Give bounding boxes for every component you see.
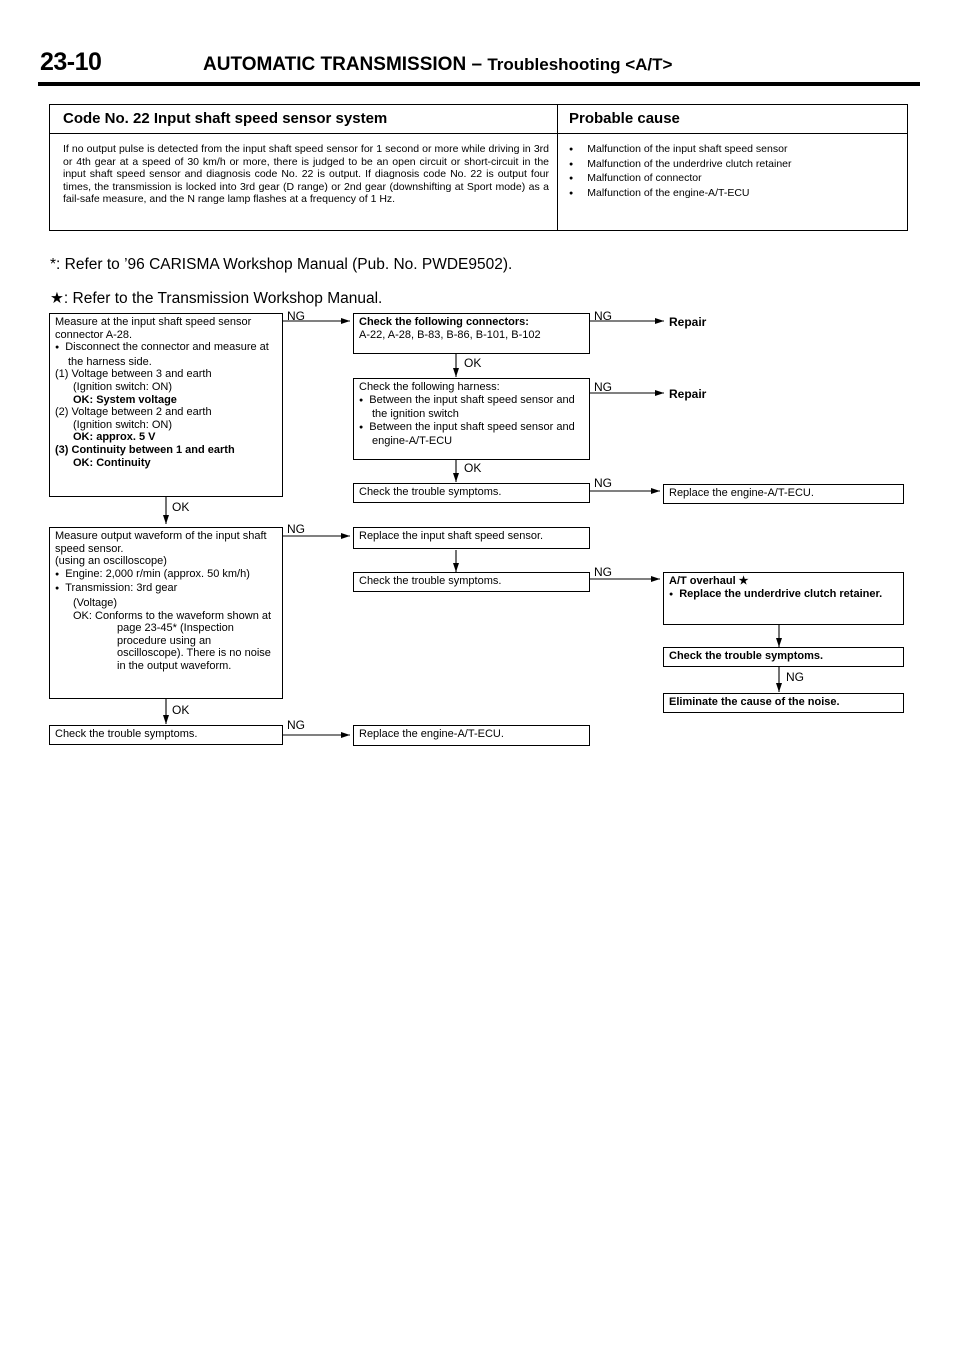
step-measure-connector <box>49 313 283 497</box>
cause-item: ● Malfunction of the underdrive clutch retainer <box>569 158 899 173</box>
step-bullet: ● Transmission: 3rd gear <box>55 582 277 597</box>
title-dash: – <box>471 54 483 75</box>
step-text: Replace the engine-A/T-ECU. <box>359 728 504 740</box>
label-ng: NG <box>287 522 305 536</box>
label-ng: NG <box>594 565 612 579</box>
label-ok: OK <box>172 703 190 717</box>
step-at-overhaul <box>663 572 904 625</box>
label-ng: NG <box>786 670 804 684</box>
label-ok: OK <box>172 500 190 514</box>
step-check-symptoms <box>49 725 283 745</box>
step-bullet: ● Between the input shaft speed sensor and the ignition switch <box>359 394 584 421</box>
label-ng: NG <box>287 309 305 323</box>
step-measure-waveform <box>49 527 283 699</box>
step-text: Check the trouble symptoms. <box>55 728 198 740</box>
step-title: A/T overhaul ★ <box>669 575 749 587</box>
label-ng: NG <box>594 309 612 323</box>
step-note: (using an oscilloscope) <box>55 555 167 568</box>
check-item: (3) Continuity between 1 and earth <box>55 443 235 456</box>
step-text: Check the trouble symptoms. <box>359 575 502 587</box>
check-condition: (Ignition switch: ON) <box>73 418 173 431</box>
label-ng: NG <box>594 476 612 490</box>
label-ng: NG <box>594 380 612 394</box>
step-text: Replace the input shaft speed sensor. <box>359 530 544 542</box>
step-title: Measure output waveform of the input shaft speed sensor. <box>55 530 267 555</box>
step-text: Check the trouble symptoms. <box>359 486 502 498</box>
cause-item: ● Malfunction of connector <box>569 172 899 187</box>
step-title: Check the following harness: <box>359 381 500 393</box>
step-replace-ecu <box>353 725 590 746</box>
page-number: 23-10 <box>40 48 102 76</box>
step-replace-sensor <box>353 527 590 549</box>
step-note: (Voltage) <box>73 596 118 609</box>
title-main: AUTOMATIC TRANSMISSION <box>203 54 467 75</box>
label-repair: Repair <box>669 387 707 401</box>
check-item: (2) Voltage between 2 and earth <box>55 406 212 419</box>
check-condition: (Ignition switch: ON) <box>73 380 173 393</box>
connector-list: A-22, A-28, B-83, B-86, B-101, B-102 <box>359 328 541 341</box>
step-bullet: ● Disconnect the connector and measure at the harness side. <box>55 341 277 368</box>
step-eliminate-noise <box>663 693 904 713</box>
step-check-symptoms <box>663 647 904 667</box>
step-bullet: ● Engine: 2,000 r/min (approx. 50 km/h) <box>55 568 277 583</box>
check-item: (1) Voltage between 3 and earth <box>55 368 212 381</box>
step-title: Check the following connectors: <box>359 316 529 328</box>
check-ok: OK: Continuity <box>73 456 151 469</box>
step-replace-ecu <box>663 484 904 504</box>
step-check-connectors <box>353 313 590 354</box>
label-ng: NG <box>287 718 305 732</box>
step-title: Measure at the input shaft speed sensor connector A-28. <box>55 316 252 341</box>
reference-note-2: ★: Refer to the Transmission Workshop Manual. <box>50 290 383 307</box>
cause-item: ● Malfunction of the engine-A/T-ECU <box>569 187 899 202</box>
step-check-symptoms <box>353 483 590 503</box>
step-text: Eliminate the cause of the noise. <box>669 696 840 708</box>
step-check-symptoms <box>353 572 590 592</box>
step-text: Replace the engine-A/T-ECU. <box>669 487 814 499</box>
step-text: Check the trouble symptoms. <box>669 650 824 662</box>
check-ok: OK: System voltage <box>73 393 177 406</box>
table-header-cause: Probable cause <box>569 110 680 127</box>
check-ok: OK: approx. 5 V <box>73 431 156 444</box>
label-ok: OK <box>464 461 482 475</box>
table-header-code: Code No. 22 Input shaft speed sensor system <box>63 110 388 127</box>
reference-note-1: *: Refer to ’96 CARISMA Workshop Manual (Pub. No. PWDE9502). <box>50 256 513 273</box>
cause-item: ● Malfunction of the input shaft speed sensor <box>569 143 899 158</box>
label-repair: Repair <box>669 315 707 329</box>
check-ok: OK: Conforms to the waveform shown at page 23-45* (Inspection procedure using an oscilloscope). There is no noise in the output waveform. <box>73 609 272 672</box>
code-description: If no output pulse is detected from the input shaft speed sensor for 1 second or more while driving in 3rd or 4th gear at a speed of 30 km/h or more, there is judged to be an open circuit or short-circuit in the input shaft speed sensor and diagnosis code No. 22 is output. If diagnosis code No. 22 is output four times, the transmission is locked into 3rd gear (D range) or 2nd gear (downshifting at Sport mode) as a fail-safe measure, and the N range lamp flashes at a frequency of 1 Hz. <box>63 143 549 205</box>
label-ok: OK <box>464 356 482 370</box>
step-check-harness <box>353 378 590 460</box>
step-bullet: ● Between the input shaft speed sensor and engine-A/T-ECU <box>359 421 584 448</box>
title-subtitle: Troubleshooting <A/T> <box>487 55 673 74</box>
step-bullet: ● Replace the underdrive clutch retainer. <box>669 588 898 603</box>
